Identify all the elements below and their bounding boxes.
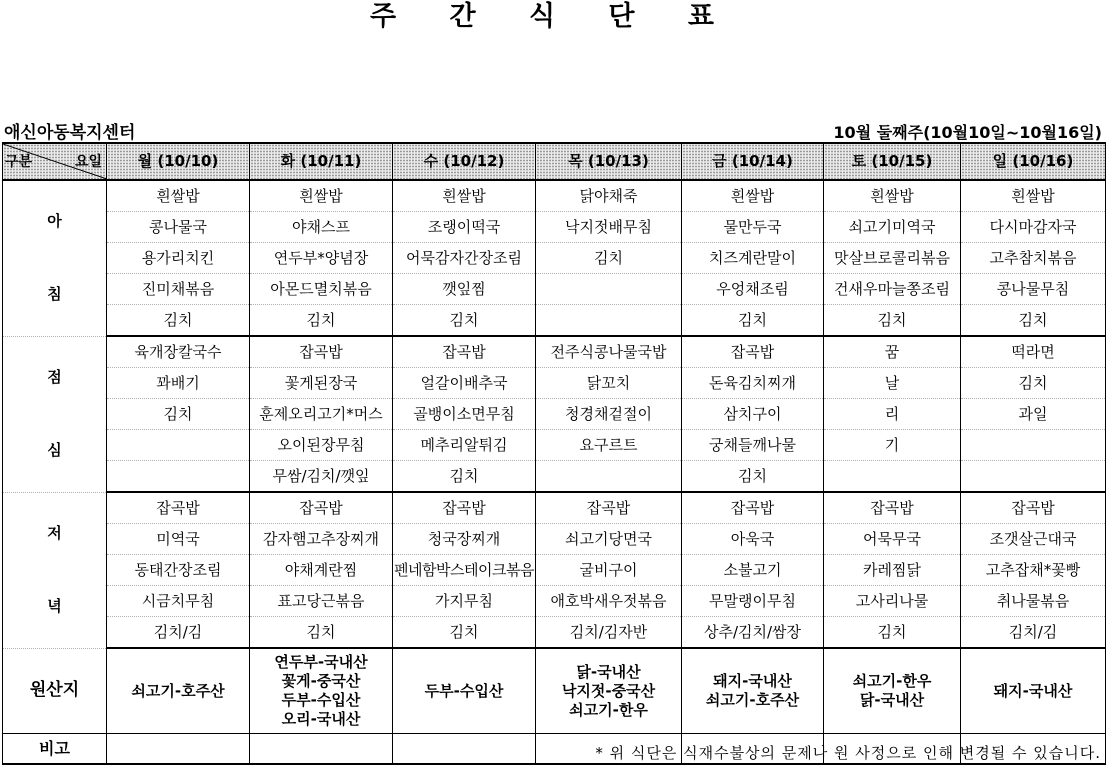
note-cell xyxy=(250,734,393,765)
menu-item: 카레찜닭 xyxy=(824,555,961,586)
origin-line: 연두부-국내산 xyxy=(274,653,368,671)
origin-line: 돼지-국내산 xyxy=(993,681,1073,700)
menu-item: 삼치구이 xyxy=(682,399,824,430)
menu-item: 골뱅이소면무침 xyxy=(393,399,536,430)
menu-item: 잡곡밥 xyxy=(250,492,393,524)
menu-item: 동태간장조림 xyxy=(107,555,250,586)
menu-item: 돈육김치찌개 xyxy=(682,368,824,399)
day-header-fri: 금 (10/14) xyxy=(682,143,824,180)
origin-line: 쇠고기-한우 xyxy=(852,672,932,690)
menu-item: 김치 xyxy=(250,305,393,337)
menu-item: 닭야채죽 xyxy=(536,180,682,212)
menu-item: 감자햄고추장찌개 xyxy=(250,524,393,555)
origin-line: 닭-국내산 xyxy=(859,691,925,709)
menu-item: 미역국 xyxy=(107,524,250,555)
menu-item: 메추리알튀김 xyxy=(393,430,536,461)
note-label: 비고 xyxy=(3,734,107,765)
origin-line: 쇠고기-호주산 xyxy=(705,691,800,709)
menu-item: 육개장칼국수 xyxy=(107,336,250,368)
menu-item: 흰쌀밥 xyxy=(107,180,250,212)
note-cell xyxy=(393,734,536,765)
menu-item: 가지무침 xyxy=(393,586,536,617)
menu-row xyxy=(3,430,1106,461)
origin-line: 닭-국내산 xyxy=(576,662,641,681)
menu-row xyxy=(3,368,1106,399)
menu-item: 전주식콩나물국밥 xyxy=(536,336,682,368)
menu-item: 김치/김 xyxy=(961,617,1106,649)
day-header-sun: 일 (10/16) xyxy=(961,143,1106,180)
menu-item: 잡곡밥 xyxy=(961,492,1106,524)
menu-item: 콩나물국 xyxy=(107,212,250,243)
menu-row xyxy=(3,243,1106,274)
menu-item: 아몬드멸치볶음 xyxy=(250,274,393,305)
meal-label-top: 점 xyxy=(47,368,62,386)
menu-item: 김치 xyxy=(682,305,824,337)
menu-item: 김치 xyxy=(250,617,393,649)
origin-row xyxy=(3,648,1106,734)
week-range: 10월 둘째주(10월10일~10월16일) xyxy=(833,123,1102,142)
menu-item: 김치 xyxy=(393,305,536,337)
day-header-sat: 토 (10/15) xyxy=(824,143,961,180)
menu-item: 상추/김치/쌈장 xyxy=(682,617,824,649)
menu-item: 무말랭이무침 xyxy=(682,586,824,617)
menu-item: 오이된장무침 xyxy=(250,430,393,461)
day-header-tue: 화 (10/11) xyxy=(250,143,393,180)
origin-cell xyxy=(961,648,1106,734)
menu-item: 우엉채조림 xyxy=(682,274,824,305)
menu-item: 닭꼬치 xyxy=(536,368,682,399)
menu-item: 요구르트 xyxy=(536,430,682,461)
menu-item: 흰쌀밥 xyxy=(393,180,536,212)
menu-item: 콩나물무침 xyxy=(961,274,1106,305)
origin-line: 오리-국내산 xyxy=(281,710,361,728)
center-name: 애신아동복지센터 xyxy=(4,123,136,143)
menu-item: 과일 xyxy=(961,399,1106,430)
menu-item: 김치/김자반 xyxy=(536,617,682,649)
menu-item: 흰쌀밥 xyxy=(961,180,1106,212)
menu-item: 다시마감자국 xyxy=(961,212,1106,243)
menu-row xyxy=(3,586,1106,617)
menu-item: 치즈계란말이 xyxy=(682,243,824,274)
meal-label-breakfast xyxy=(3,180,107,336)
menu-item: 고추참치볶음 xyxy=(961,243,1106,274)
menu-item: 김치/김 xyxy=(107,617,250,649)
menu-item: 취나물볶음 xyxy=(961,586,1106,617)
menu-item: 진미채볶음 xyxy=(107,274,250,305)
menu-item: 맛살브로콜리볶음 xyxy=(824,243,961,274)
menu-item: 낙지젓배무침 xyxy=(536,212,682,243)
menu-item: 건새우마늘쫑조림 xyxy=(824,274,961,305)
menu-item: 김치 xyxy=(824,617,961,649)
origin-cell xyxy=(107,648,250,734)
menu-row xyxy=(3,492,1106,524)
menu-item: 김치 xyxy=(824,305,961,337)
menu-item: 꽃게된장국 xyxy=(250,368,393,399)
origin-line: 꽃게-중국산 xyxy=(281,672,361,690)
menu-item: 펜네함박스테이크볶음 xyxy=(393,555,536,586)
menu-item xyxy=(824,461,961,493)
menu-item: 깻잎찜 xyxy=(393,274,536,305)
menu-item: 어묵무국 xyxy=(824,524,961,555)
menu-item: 잡곡밥 xyxy=(250,336,393,368)
menu-row xyxy=(3,212,1106,243)
menu-row xyxy=(3,180,1106,212)
menu-item: 김치 xyxy=(536,243,682,274)
meal-label-lunch xyxy=(3,336,107,492)
menu-item: 애호박새우젓볶음 xyxy=(536,586,682,617)
note-cell xyxy=(107,734,250,765)
origin-cell xyxy=(250,648,393,734)
menu-row xyxy=(3,274,1106,305)
menu-item: 연두부*양념장 xyxy=(250,243,393,274)
day-header-wed: 수 (10/12) xyxy=(393,143,536,180)
header-row xyxy=(3,143,1106,180)
menu-item xyxy=(536,461,682,493)
menu-item: 얼갈이배추국 xyxy=(393,368,536,399)
corner-label-category: 구분 xyxy=(5,154,33,170)
origin-line: 쇠고기-한우 xyxy=(569,700,648,719)
menu-item: 잡곡밥 xyxy=(682,492,824,524)
menu-item: 조랭이떡국 xyxy=(393,212,536,243)
menu-item: 물만두국 xyxy=(682,212,824,243)
menu-item: 김치 xyxy=(107,399,250,430)
menu-item: 흰쌀밥 xyxy=(682,180,824,212)
footnote: * 위 식단은 식재수불상의 문제나 원 사정으로 인해 변경될 수 있습니다. xyxy=(595,744,1101,762)
menu-row xyxy=(3,399,1106,430)
meal-label-dinner xyxy=(3,492,107,648)
meal-label-bottom: 침 xyxy=(47,285,62,304)
meal-label-top: 저 xyxy=(47,524,62,542)
menu-item: 김치 xyxy=(393,617,536,649)
meal-label-top: 아 xyxy=(47,212,62,231)
menu-item: 아욱국 xyxy=(682,524,824,555)
page-title: 주 간 식 단 표 xyxy=(369,1,736,32)
menu-item: 김치 xyxy=(961,305,1106,337)
menu-item: 고추잡채*꽃빵 xyxy=(961,555,1106,586)
origin-cell xyxy=(824,648,961,734)
corner-label-day: 요일 xyxy=(74,154,102,170)
menu-item: 김치 xyxy=(961,368,1106,399)
origin-cell xyxy=(393,648,536,734)
menu-item: 잡곡밥 xyxy=(682,336,824,368)
menu-row xyxy=(3,336,1106,368)
menu-item: 흰쌀밥 xyxy=(824,180,961,212)
menu-item: 표고당근볶음 xyxy=(250,586,393,617)
menu-item: 김치 xyxy=(107,305,250,337)
menu-item: 시금치무침 xyxy=(107,586,250,617)
menu-item: 굴비구이 xyxy=(536,555,682,586)
menu-item: 흰쌀밥 xyxy=(250,180,393,212)
menu-item: 김치 xyxy=(682,461,824,493)
origin-cell xyxy=(682,648,824,734)
menu-item: 김치 xyxy=(393,461,536,493)
menu-row xyxy=(3,524,1106,555)
menu-item xyxy=(961,461,1106,493)
menu-item: 잡곡밥 xyxy=(393,336,536,368)
menu-item: 궁채들깨나물 xyxy=(682,430,824,461)
menu-item xyxy=(536,274,682,305)
menu-item xyxy=(536,305,682,337)
menu-item: 기 xyxy=(824,430,961,461)
menu-item: 꽈배기 xyxy=(107,368,250,399)
day-header-mon: 월 (10/10) xyxy=(107,143,250,180)
menu-item: 훈제오리고기*머스 xyxy=(250,399,393,430)
menu-item: 쇠고기미역국 xyxy=(824,212,961,243)
menu-item: 무쌈/김치/깻잎 xyxy=(250,461,393,493)
menu-item: 조갯살근대국 xyxy=(961,524,1106,555)
meal-label-bottom: 심 xyxy=(47,441,62,459)
menu-item: 잡곡밥 xyxy=(536,492,682,524)
menu-item: 잡곡밥 xyxy=(824,492,961,524)
menu-item: 리 xyxy=(824,399,961,430)
menu-table xyxy=(2,142,1106,765)
menu-row xyxy=(3,305,1106,337)
menu-item: 날 xyxy=(824,368,961,399)
origin-cell xyxy=(536,648,682,734)
menu-row xyxy=(3,461,1106,493)
menu-item: 쇠고기당면국 xyxy=(536,524,682,555)
menu-item: 야채스프 xyxy=(250,212,393,243)
corner-cell xyxy=(3,143,107,180)
origin-line: 두부-수입산 xyxy=(424,681,504,700)
origin-line: 쇠고기-호주산 xyxy=(131,681,225,700)
menu-item xyxy=(107,461,250,493)
menu-row xyxy=(3,555,1106,586)
menu-row xyxy=(3,617,1106,649)
menu-item: 고사리나물 xyxy=(824,586,961,617)
menu-item: 야채계란찜 xyxy=(250,555,393,586)
origin-line: 두부-수입산 xyxy=(281,691,361,709)
menu-item: 잡곡밥 xyxy=(393,492,536,524)
meal-label-bottom: 녁 xyxy=(47,597,62,615)
menu-item: 어묵감자간장조림 xyxy=(393,243,536,274)
menu-item: 잡곡밥 xyxy=(107,492,250,524)
menu-item: 떡라면 xyxy=(961,336,1106,368)
menu-item xyxy=(961,430,1106,461)
origin-label: 원산지 xyxy=(3,648,107,734)
origin-line: 낙지젓-중국산 xyxy=(561,681,656,700)
meal-body xyxy=(3,180,1106,764)
day-header-thu: 목 (10/13) xyxy=(536,143,682,180)
origin-line: 돼지-국내산 xyxy=(713,672,792,690)
menu-item: 청경채겉절이 xyxy=(536,399,682,430)
menu-item: 꿈 xyxy=(824,336,961,368)
menu-item: 용가리치킨 xyxy=(107,243,250,274)
menu-item: 청국장찌개 xyxy=(393,524,536,555)
menu-item: 소불고기 xyxy=(682,555,824,586)
menu-item xyxy=(107,430,250,461)
